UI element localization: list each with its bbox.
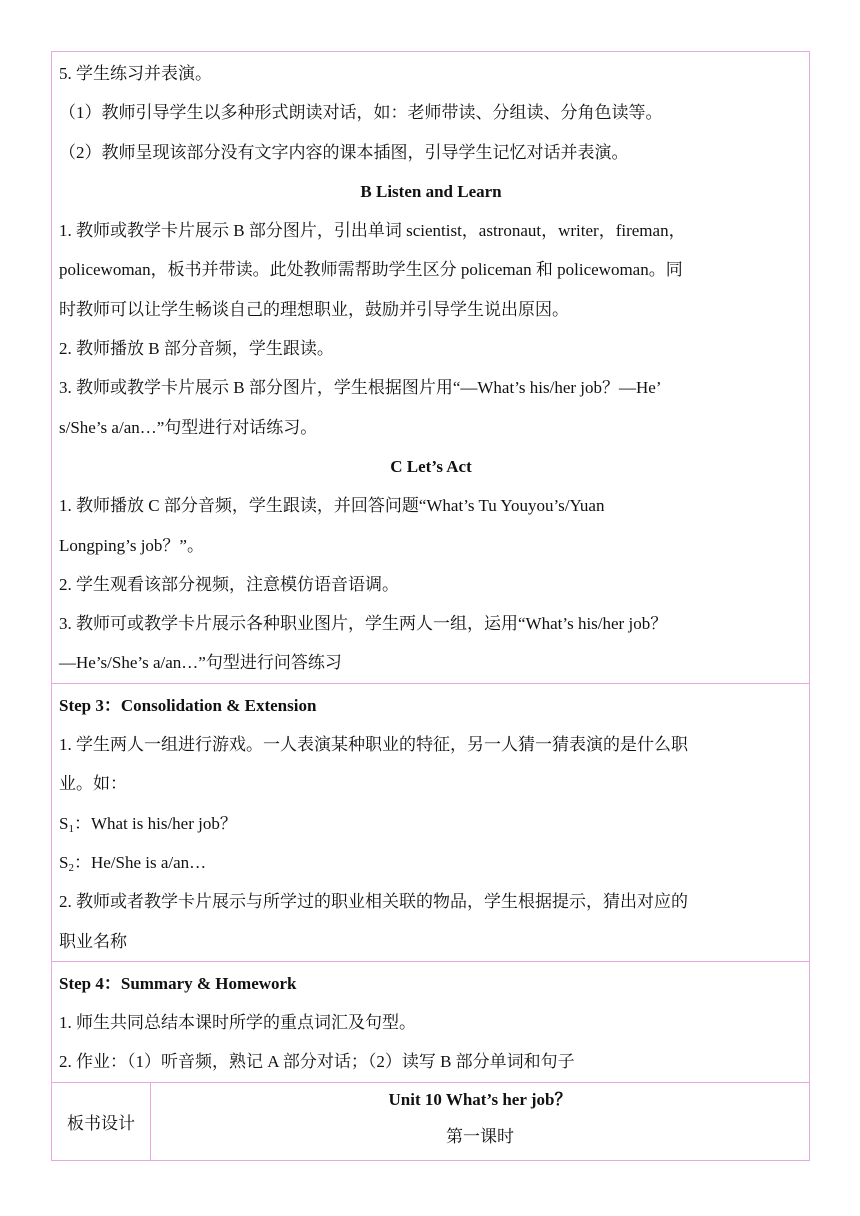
section-c-line: 3. 教师可或教学卡片展示各种职业图片，学生两人一组，运用“What’s his/her job？ [59,614,668,634]
step3-cell [52,684,809,961]
section-b-line: 1. 教师或教学卡片展示 B 部分图片，引出单词 scientist，astronaut，writer，fireman， [59,221,686,241]
speaker-s1-label: S [59,813,69,833]
board-subtitle: 第一课时 [446,1126,514,1146]
practice-substep-line: （1）教师引导学生以多种形式朗读对话，如：老师带读、分组读、分角色读等。 [59,103,663,123]
section-b-line: s/She’s a/an…”句型进行对话练习。 [59,417,318,437]
speaker-s1-subscript: 1 [68,822,74,835]
activities-cell [52,52,809,683]
section-c-line: —He’s/She’s a/an…”句型进行问答练习 [59,653,342,673]
activities-row [52,52,810,684]
section-b-heading: B Listen and Learn [360,181,502,201]
section-c-line: Longping’s job？”。 [59,535,204,555]
section-c-heading: C Let’s Act [390,456,472,476]
step3-row [52,683,810,961]
speaker-s2-label: S [59,852,69,872]
dialogue-s1 [59,804,803,843]
board-content-cell [151,1082,810,1160]
section-b-line: 时教师可以让学生畅谈自己的理想职业，鼓励并引导学生说出原因。 [59,299,569,319]
section-c-line: 1. 教师播放 C 部分音频，学生跟读，并回答问题“What’s Tu Youyou’s/Yuan [59,496,605,516]
speaker-s1-text: ：What is his/her job？ [73,813,237,833]
step3-line: 2. 教师或者教学卡片展示与所学过的职业相关联的物品，学生根据提示，猜出对应的 [59,892,688,912]
step3-title: Step 3：Consolidation & Extension [59,695,317,715]
dialogue-s2 [59,843,803,882]
step3-line: 业。如： [59,774,127,794]
practice-step-line: 5. 学生练习并表演。 [59,64,212,83]
board-label: 板书设计 [67,1113,135,1133]
board-title: Unit 10 What’s her job？ [388,1089,572,1109]
practice-substep-line: （2）教师呈现该部分没有文字内容的课本插图，引导学生记忆对话并表演。 [59,142,629,162]
step4-title: Step 4：Summary & Homework [59,973,297,993]
lesson-plan-table [51,51,809,1161]
step4-line: 1. 师生共同总结本课时所学的重点词汇及句型。 [59,1013,416,1033]
step3-line: 1. 学生两人一组进行游戏。一人表演某种职业的特征，另一人猜一猜表演的是什么职 [59,735,688,755]
board-row [52,1082,810,1160]
section-b-line: 2. 教师播放 B 部分音频，学生跟读。 [59,339,334,359]
step4-line: 2. 作业：（1）听音频，熟记 A 部分对话；（2）读写 B 部分单词和句子 [59,1052,575,1072]
step3-line: 职业名称 [59,931,127,951]
step4-row [52,961,810,1082]
board-label-cell [52,1082,151,1160]
section-b-line: policewoman，板书并带读。此处教师需帮助学生区分 policeman 和 policewoman。同 [59,260,683,280]
speaker-s2-text: ：He/She is a/an… [73,852,207,872]
section-b-line: 3. 教师或教学卡片展示 B 部分图片，学生根据图片用“—What’s his/her job？—He’ [59,378,662,398]
step4-cell [52,962,809,1082]
section-c-line: 2. 学生观看该部分视频，注意模仿语音语调。 [59,574,399,594]
speaker-s2-subscript: 2 [68,861,74,874]
